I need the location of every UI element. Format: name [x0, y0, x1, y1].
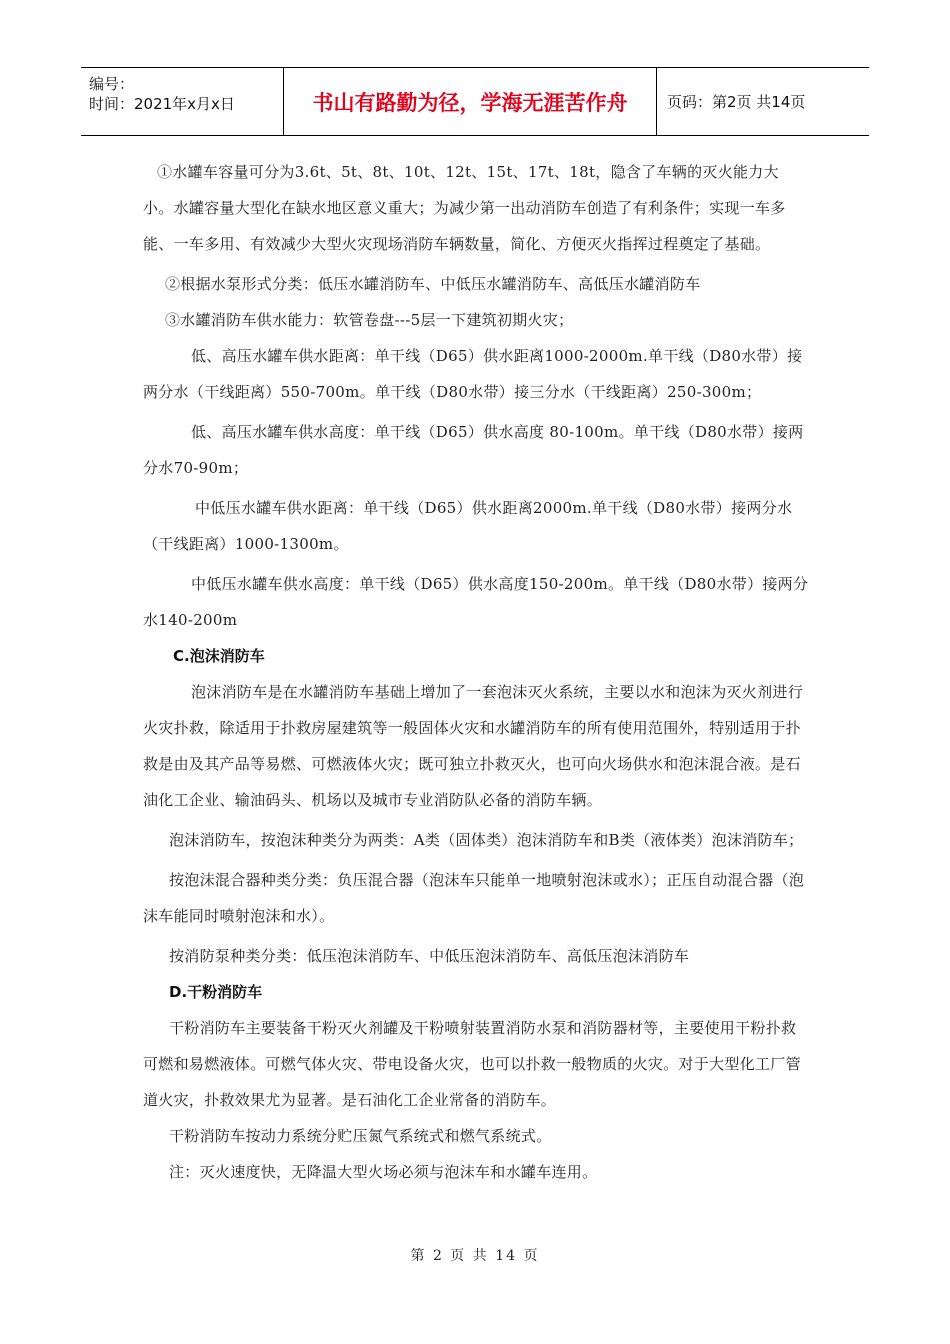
paragraph-low-high-distance: 低、高压水罐车供水距离：单干线（D65）供水距离1000-2000m.单干线（D80水带）接两分水（干线距离）550-700m。单干线（D80水带）接三分水（干线距离）250-300m； [143, 347, 803, 401]
header-meta [81, 68, 283, 135]
document-date-label: 时间：2021年x月x日 [89, 95, 235, 113]
paragraph-dry-powder-description: 干粉消防车主要装备干粉灭火剂罐及干粉喷射装置消防水泵和消防器材等，主要使用干粉扑救可燃和易燃液体。可燃气体火灾、带电设备火灾，也可以扑救一般物质的火灾。对于大型化工厂管道火灾，扑救效果尤为显著。是石油化工企业常备的消防车。 [143, 1019, 801, 1109]
paragraph-low-high-height: 低、高压水罐车供水高度：单干线（D65）供水高度 80-100m。单干线（D80水带）接两分水70-90m； [143, 423, 804, 477]
paragraph-mid-low-distance: 中低压水罐车供水距离：单干线（D65）供水距离2000m.单干线（D80水带）接两分水（干线距离）1000-1300m。 [143, 499, 793, 553]
header-motto: 书山有路勤为径，学海无涯苦作舟 [283, 68, 657, 135]
document-number-label: 编号： [89, 75, 135, 93]
paragraph-pump-classification: ②根据水泵形式分类：低压水罐消防车、中低压水罐消防车、高低压水罐消防车 [165, 275, 701, 293]
section-heading-foam-truck: C.泡沫消防车 [173, 647, 265, 665]
paragraph-foam-truck-description: 泡沫消防车是在水罐消防车基础上增加了一套泡沫灭火系统，主要以水和泡沫为灭火剂进行火灾扑救，除适用于扑救房屋建筑等一般固体火灾和水罐消防车的所有使用范围外，特别适用于扑救是由及其产品等易燃、可燃液体火灾；既可独立扑救灭火，也可向火场供水和泡沫混合液。是石油化工企业、输油码头、机场以及城市专业消防队必备的消防车辆。 [143, 683, 804, 809]
paragraph-foam-type-classification: 泡沫消防车，按泡沫种类分为两类：A类（固体类）泡沫消防车和B类（液体类）泡沫消防车； [169, 831, 804, 849]
paragraph-mid-low-height: 中低压水罐车供水高度：单干线（D65）供水高度150-200m。单干线（D80水带）接两分水140-200m [143, 575, 809, 629]
document-body [143, 154, 809, 1190]
paragraph-supply-capacity: ③水罐消防车供水能力：软管卷盘---5层一下建筑初期火灾； [165, 311, 574, 329]
paragraph-foam-pump-classification: 按消防泵种类分类：低压泡沫消防车、中低压泡沫消防车、高低压泡沫消防车 [169, 947, 690, 965]
page-footer: 第 2 页 共 14 页 [410, 1248, 540, 1264]
paragraph-dry-powder-power-system: 干粉消防车按动力系统分贮压氮气系统式和燃气系统式。 [169, 1127, 552, 1145]
paragraph-dry-powder-note: 注：灭火速度快，无降温大型火场必须与泡沫车和水罐车连用。 [169, 1163, 598, 1181]
page-header [81, 67, 869, 136]
section-heading-dry-powder-truck: D.干粉消防车 [169, 983, 263, 1001]
header-page-label: 页码：第2页 共14页 [667, 93, 806, 111]
paragraph-tank-capacity: ①水罐车容量可分为3.6t、5t、8t、10t、12t、15t、17t、18t，隐含了车辆的灭火能力大小。水罐容量大型化在缺水地区意义重大；为减少第一出动消防车创造了有利条件；实现一车多能、一车多用、有效减少大型火灾现场消防车辆数量，简化、方便灭火指挥过程奠定了基础。 [143, 163, 786, 253]
paragraph-foam-mixer-classification: 按泡沫混合器种类分类：负压混合器（泡沫车只能单一地喷射泡沫或水）；正压自动混合器（泡沫车能同时喷射泡沫和水）。 [143, 871, 805, 925]
